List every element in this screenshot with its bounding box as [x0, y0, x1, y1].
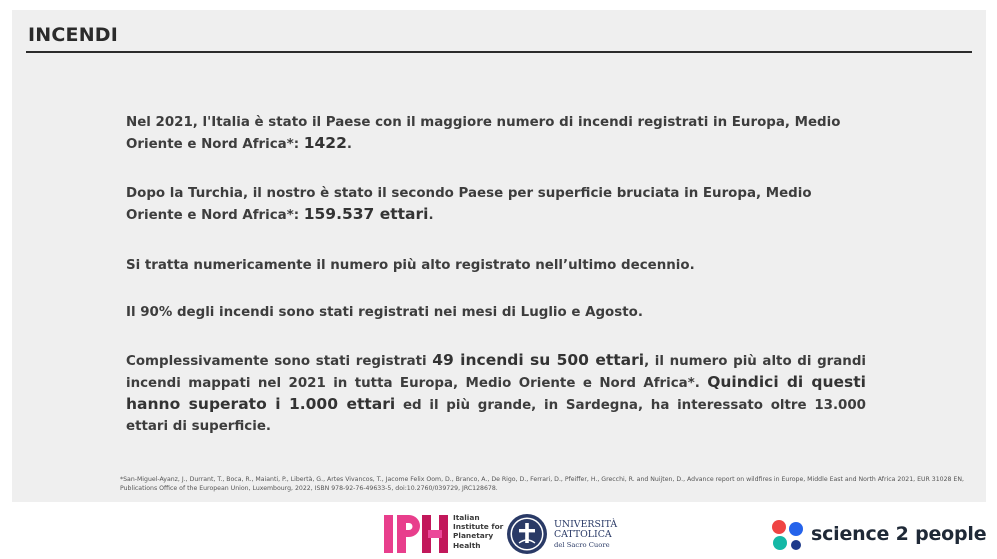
title-divider: [26, 51, 972, 53]
iph-line: Italian: [453, 513, 480, 522]
paragraph-text: , il numero più alto di grandi incendi mappati nel 2021 in tutta Europa, Medio Oriente e Nord Africa*.: [126, 354, 867, 391]
iph-line: Institute for: [453, 522, 504, 532]
slide-panel: [12, 10, 986, 502]
iph-line: Health: [453, 540, 481, 550]
iph-line: Planetary: [453, 531, 494, 541]
paragraph-large-fires: [126, 350, 866, 437]
science-2-people-dots-icon: [770, 518, 806, 552]
paragraph-text: Dopo la Turchia, il nostro è stato il secondo Paese per superficie bruciata in Europa, Medio Oriente e Nord Africa*:: [126, 186, 812, 223]
ucsc-line: CATTOLICA: [554, 529, 612, 540]
highlight-value: 49 incendi su 500 ettari: [432, 351, 645, 369]
science-2-people-name: science 2 people: [811, 523, 987, 545]
paragraph-burned-area: [126, 183, 866, 226]
paragraph-summer-months: Il 90% degli incendi sono stati registrati nei mesi di Luglio e Agosto.: [126, 305, 643, 320]
paragraph-text: Complessivamente sono stati registrati: [126, 354, 433, 369]
ucsc-line: UNIVERSITÀ: [554, 519, 618, 530]
footnote-citation: *San-Miguel-Ayanz, J., Durrant, T., Boca, R., Maianti, P., Libertà, G., Artes Vivancos, T., Jacome Felix Oom, D., Branco, A., De Rigo, D., Ferrari, D., Pfeiffer, H., Grecchi, R. and Nuijten, D., Advance report on wildfires in Europe, Middle East and North Africa 2021, EUR 31028 EN, Publications Office of the European Union, Luxembourg, 2022, ISBN 978-92-76-49633-5, doi:10.2760/039729, JRC128678.: [120, 476, 964, 492]
paragraph-decade-record: Si tratta numericamente il numero più alto registrato nell’ultimo decennio.: [126, 258, 695, 273]
paragraph-end: .: [346, 137, 352, 152]
paragraph-end: .: [428, 208, 434, 223]
paragraph-text: ed il più grande, in Sardegna, ha interessato oltre 13.000 ettari di superficie.: [126, 398, 866, 434]
paragraph-incendi-count: [126, 112, 866, 155]
iph-logo-icon: [384, 513, 448, 555]
iph-name: [453, 513, 503, 550]
university-seal-icon: [506, 513, 548, 555]
iph-letters: IPH: [384, 513, 386, 514]
ucsc-name: [554, 520, 617, 550]
highlight-value: 1422: [303, 134, 347, 152]
slide-title: INCENDI: [28, 24, 119, 46]
ucsc-line: del Sacro Cuore: [554, 541, 610, 549]
highlight-value: Quindici di questi hanno superato i 1.000 ettari: [126, 373, 866, 413]
paragraph-text: Nel 2021, l'Italia è stato il Paese con il maggiore numero di incendi registrati in Europa, Medio Oriente e Nord Africa*:: [126, 115, 841, 152]
highlight-value: 159.537 ettari: [303, 205, 429, 223]
